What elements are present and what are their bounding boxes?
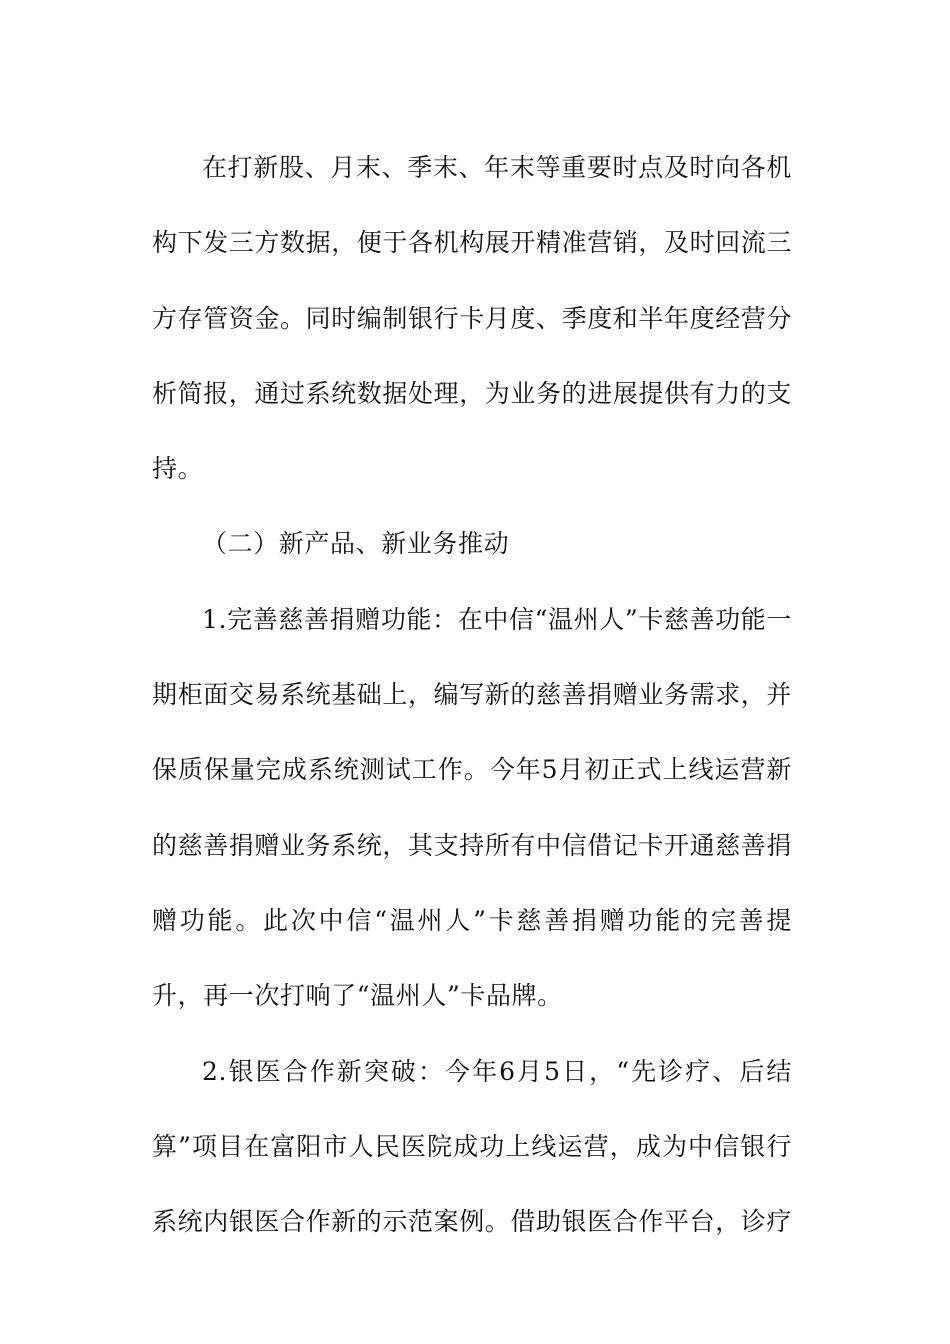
section-heading-new-products: （二）新产品、新业务推动 [202, 529, 510, 559]
paragraph-bank-hospital-cooperation: 2.银医合作新突破：今年6月5日，“先诊疗、后结算”项目在富阳市人民医院成功上线运营，成为中信银行系统内银医合作新的示范案例。借助银医合作平台，诊疗 [152, 1056, 793, 1237]
paragraph-third-party-data: 在打新股、月末、季末、年末等重要时点及时向各机构下发三方数据，便于各机构展开精准营销，及时回流三方存管资金。同时编制银行卡月度、季度和半年度经营分析简报，通过系统数据处理，为业务的进展提供有力的支持。 [152, 153, 793, 484]
paragraph-charity-donation: 1.完善慈善捐赠功能：在中信“温州人”卡慈善功能一期柜面交易系统基础上，编写新的慈善捐赠业务需求，并保质保量完成系统测试工作。今年5月初正式上线运营新的慈善捐赠业务系统，其支持所有中信借记卡开通慈善捐赠功能。此次中信“温州人”卡慈善捐赠功能的完善提升，再一次打响了“温州人”卡品牌。 [152, 604, 793, 1011]
document-body [152, 130, 792, 1259]
